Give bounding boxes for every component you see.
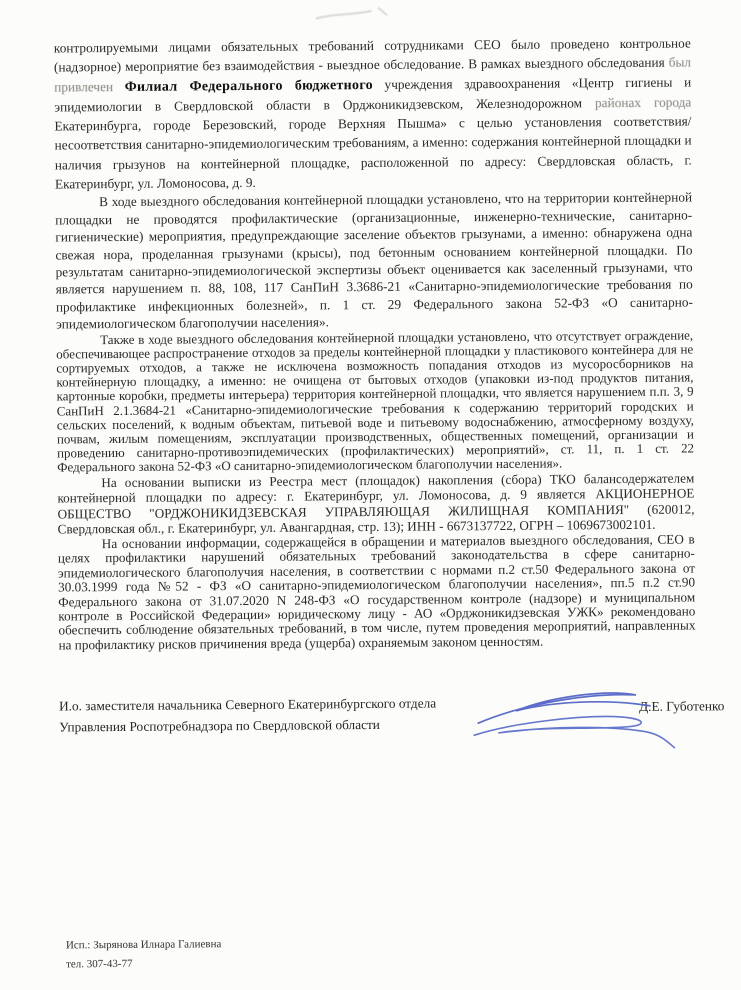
letter-body (54, 33, 696, 652)
paragraph1-tail-text: Екатеринбурга, городе Березовский, городе Верхняя Пышма» с целью установления соответствия/несоответствия санитарно-эпидемиологическим требованиям, а именно: содержания контейнерной площадки и наличия грызунов на контейнерной площадке, расположенной по адресу: Свердловская область, г. Екатеринбург, ул. Ломоносова, д. 9. (54, 113, 692, 192)
paragraph-recommendation: На основании информации, содержащейся в обращении и материалов выездного обследования, СЕО в целях профилактики нарушений обязательных требований законодательства в сфере санитарно-эпидемиологического благополучия населения, в соответствии с нормами п.2 ст.50 Федерального закона от 30.03.1999 года №52 - ФЗ «О санитарно-эпидемиологическом благополучии населения», пп.5 п.2 ст.90 Федерального закона от 31.07.2020 N 248-ФЗ «О государственном контроле (надзоре) и муниципальном контроле в Российской Федерации» юридическому лицу - АО «Орджоникидзевская УЖК» рекомендовано обеспечить соблюдение обязательных требований, в том числе, путем проведения мероприятий, направленных на профилактику рисков причинения вреда (ущерба) охраняемым законом ценностям. (57, 531, 696, 653)
signer-position-line2: Управления Роспотребнадзора по Свердловской области (59, 716, 380, 734)
paragraph-balance-holder: На основании выписки из Реестра мест (площадок) накопления (сбора) ТКО балансодержателем контейнерной площадки по адресу: г. Екатеринбург, ул. Ломоносова, д. 9 является АКЦИОНЕРНОЕ ОБЩЕСТВО "ОРДЖОНИКИДЗЕВСКАЯ УПРАВЛЯЮЩАЯ ЖИЛИЩНАЯ КОМПАНИЯ" (620012, Свердловская обл., г. Екатеринбург, ул. Авангардная, стр. 13); ИНН - 6673137722, ОГРН – 1069673002101. (57, 470, 695, 537)
paragraph-rodent-findings: В ходе выездного обследования контейнерной площадки установлено, что на территории контейнерной площадки не проводятся профилактические (организационные, инженерно-технические, санитарно-гигиенические) мероприятия, предупреждающие заселение объектов грызунами, а именно: обнаружена одна свежая нора, проделанная грызунами (крысы), под бетонным основанием контейнерной площадки. По результатам санитарно-эпидемиологической экспертизы объект оценивается как заселенный грызунами, что является нарушением п. 88, 108, 117 СанПиН 3.3686-21 «Санитарно-эпидемиологические требования по профилактике инфекционных болезней», п. 1 ст. 29 Федерального закона 52-ФЗ «О санитарно-эпидемиологическом благополучии населения». (55, 189, 693, 332)
paragraph1-faint-text: был привлечен (54, 54, 692, 95)
executor-phone: тел. 307-43-77 (66, 957, 133, 971)
signer-name: Д.Е. Губотенко (638, 698, 725, 714)
paragraph1-branch-name-emphasis: Филиал Федерального бюджетного (124, 77, 373, 95)
signer-position (59, 693, 519, 738)
paragraph1-faint-districts-text: районах города (594, 94, 692, 111)
executor-footer (66, 935, 222, 974)
paragraph-inspection-intro (54, 33, 692, 193)
scan-smudge-mark (311, 2, 421, 27)
signature-block (58, 691, 725, 766)
paragraph1-mid-text: учреждения здравоохранения «Центр гигиены и эпидемиологии в Свердловской области в Орджоникидзевском, Железнодорожном (54, 74, 692, 115)
paragraph1-lead-text: контролируемыми лицами обязательных требований сотрудниками СЕО было проведено контрольное (надзорное) мероприятие без взаимодействия - выездное обследование. В рамках выездного обследования (53, 35, 691, 75)
paragraph-waste-findings: Также в ходе выездного обследования контейнерной площадки установлено, что отсутствует ограждение, обеспечивающее распространение отходов за пределы контейнерной площадки у пластикового контейнера для не сортируемых отходов, а также не исключена возможность попадания отходов из мусоросборников на контейнерную площадку, а именно: не очищена от бытовых отходов (упаковки из-под продуктов питания, картонные коробки, предметы интерьера) территория контейнерной площадки, что является нарушением п.п. 3, 9 СанПиН 2.1.3684-21 «Санитарно-эпидемиологические требования к содержанию территорий городских и сельских поселений, к водным объектам, питьевой воде и питьевому водоснабжению, атмосферному воздуху, почвам, жилым помещениям, эксплуатации производственных, общественных помещений, организации и проведению санитарно-противоэпидемических (профилактических) мероприятий», ст. 11, п. 1 ст. 22 Федерального закона 52-ФЗ «О санитарно-эпидемиологическом благополучии населения». (56, 327, 695, 475)
executor-name: Исп.: Зырянова Илнара Галиевна (65, 938, 222, 952)
signer-position-line1: И.о. заместителя начальника Северного Екатеринбургского отдела (58, 695, 437, 714)
